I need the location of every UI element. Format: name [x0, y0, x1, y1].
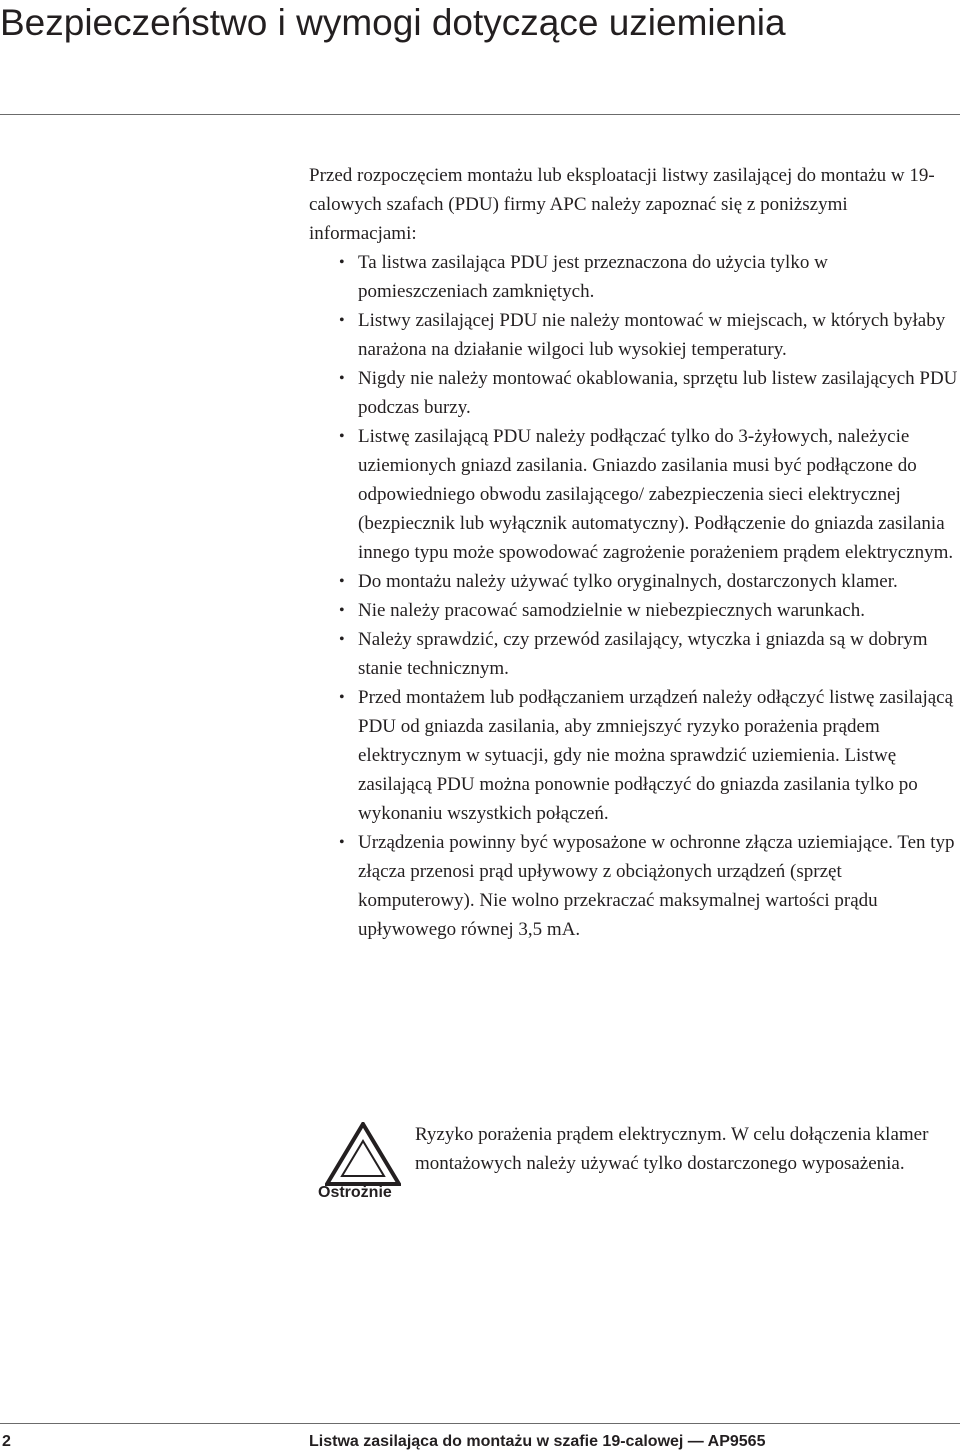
list-item [309, 364, 960, 422]
warning-triangle-icon [325, 1122, 401, 1186]
footer-divider [0, 1423, 960, 1424]
list-item [309, 828, 960, 944]
list-item-text: Nie należy pracować samodzielnie w niebezpiecznych warunkach. [358, 600, 865, 621]
bullet-icon: • [339, 834, 345, 851]
bullet-icon: • [339, 602, 345, 619]
list-item [309, 683, 960, 828]
list-item [309, 625, 960, 683]
list-item-text: Urządzenia powinny być wyposażone w ochronne złącza uziemiające. Ten typ złącza przenosi prąd upływowy z obciążonych urządzeń (sprzęt komputerowy). Nie wolno przekraczać maksymalnej wartości prądu upływowego równej 3,5 mA. [358, 832, 955, 940]
caution-box [318, 1122, 960, 1212]
intro-paragraph: Przed rozpoczęciem montażu lub eksploatacji listwy zasilającej do montażu w 19-calowych szafach (PDU) firmy APC należy zapoznać się z poniższymi informacjami: [309, 165, 935, 244]
list-item-text: Należy sprawdzić, czy przewód zasilający, wtyczka i gniazda są w dobrym stanie technicznym. [358, 629, 928, 679]
list-item [309, 596, 960, 625]
list-item [309, 306, 960, 364]
caution-label: Ostrożnie [318, 1184, 392, 1201]
bullet-icon: • [339, 254, 345, 271]
footer-doc-title: Listwa zasilająca do montażu w szafie 19-calowej — AP9565 [309, 1433, 766, 1450]
list-item [309, 248, 960, 306]
page-number: 2 [2, 1433, 11, 1450]
list-item-text: Do montażu należy używać tylko oryginalnych, dostarczonych klamer. [358, 571, 898, 592]
bullet-icon: • [339, 689, 345, 706]
page-title: Bezpieczeństwo i wymogi dotyczące uziemienia [0, 2, 786, 43]
title-divider [0, 114, 960, 115]
bullet-icon: • [339, 370, 345, 387]
list-item-text: Listwy zasilającej PDU nie należy montować w miejscach, w których byłaby narażona na działanie wilgoci lub wysokiej temperatury. [358, 310, 946, 360]
list-item-text: Ta listwa zasilająca PDU jest przeznaczona do użycia tylko w pomieszczeniach zamkniętych. [358, 252, 828, 302]
list-item [309, 422, 960, 567]
list-item-text: Przed montażem lub podłączaniem urządzeń należy odłączyć listwę zasilającą PDU od gniazda zasilania, aby zmniejszyć ryzyko porażenia prądem elektrycznym w sytuacji, gdy nie można sprawdzić uziemienia. Listwę zasilającą PDU można ponownie podłączyć do gniazda zasilania tylko po wykonaniu wszystkich połączeń. [358, 687, 954, 824]
list-item [309, 567, 960, 596]
caution-text: Ryzyko porażenia prądem elektrycznym. W celu dołączenia klamer montażowych należy używać tylko dostarczonego wyposażenia. [415, 1124, 929, 1174]
bullet-icon: • [339, 631, 345, 648]
bullet-icon: • [339, 312, 345, 329]
main-content [309, 161, 960, 944]
list-item-text: Listwę zasilającą PDU należy podłączać tylko do 3-żyłowych, należycie uziemionych gniazd zasilania. Gniazdo zasilania musi być podłączone do odpowiedniego obwodu zasilającego/ zabezpieczenia sieci elektrycznej (bezpiecznik lub wyłącznik automatyczny). Podłączenie do gniazda zasilania innego typu może spowodować zagrożenie porażeniem prądem elektrycznym. [358, 426, 954, 563]
safety-list [309, 248, 960, 944]
bullet-icon: • [339, 573, 345, 590]
list-item-text: Nigdy nie należy montować okablowania, sprzętu lub listew zasilających PDU podczas burzy. [358, 368, 958, 418]
bullet-icon: • [339, 428, 345, 445]
